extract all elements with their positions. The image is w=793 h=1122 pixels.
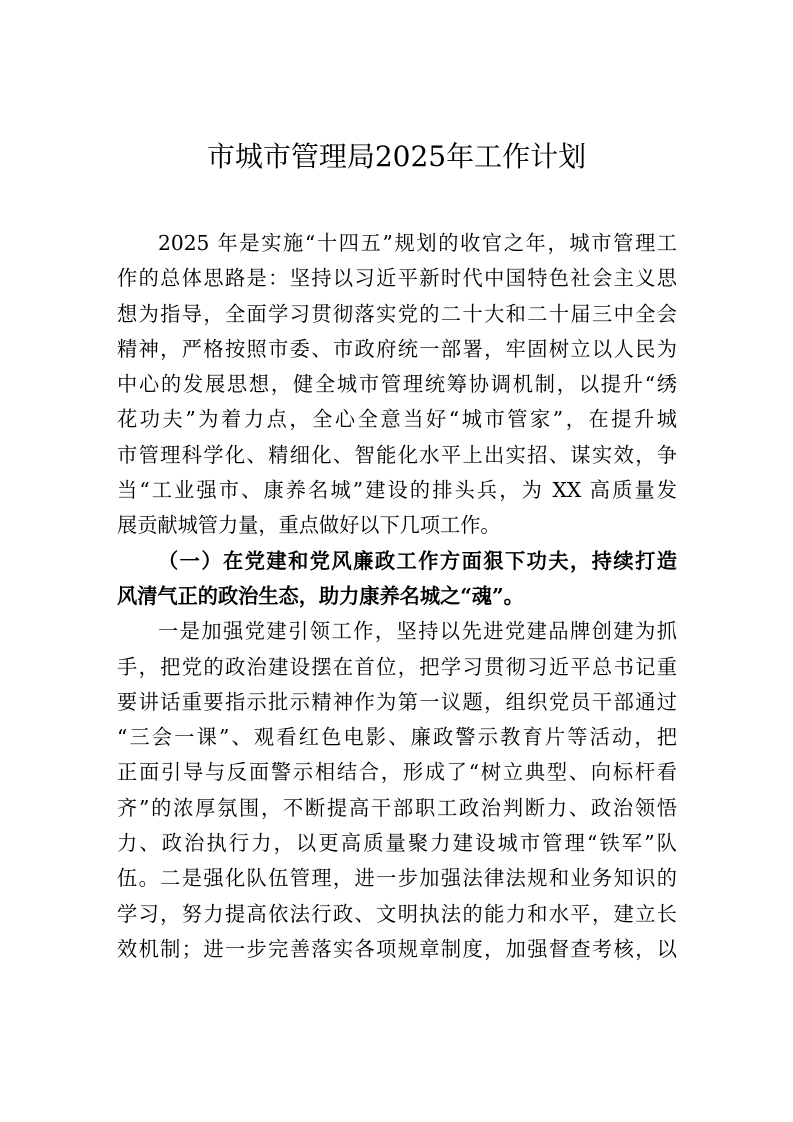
paragraph-1-line-4: 精神，严格按照市委、市政府统一部署，牢固树立以人民为 — [117, 336, 677, 361]
paragraph-1-line-6: 花功夫”为着力点，全心全意当好“城市管家”，在提升城 — [117, 407, 677, 432]
section-heading-line-2: 风清气正的政治生态，助力康养名城之“魂”。 — [117, 583, 524, 608]
paragraph-3-line-8: 伍。二是强化队伍管理，进一步加强法律法规和业务知识的 — [117, 866, 677, 891]
paragraph-3-line-9: 学习，努力提高依法行政、文明执法的能力和水平，建立长 — [117, 901, 677, 926]
paragraph-1-line-5: 中心的发展思想，健全城市管理统筹协调机制，以提升“绣 — [117, 372, 677, 397]
document-body — [117, 226, 677, 967]
paragraph-3-line-3: 要讲话重要指示批示精神作为第一议题，组织党员干部通过 — [117, 689, 677, 714]
paragraph-1-line-7: 市管理科学化、精细化、智能化水平上出实招、谋实效，争 — [117, 442, 677, 467]
paragraph-3-line-6: 齐”的浓厚氛围，不断提高干部职工政治判断力、政治领悟 — [117, 795, 677, 820]
paragraph-1-line-8: 当“工业强市、康养名城”建设的排头兵，为 XX 高质量发 — [117, 478, 677, 503]
section-heading-line-1: （一）在党建和党风廉政工作方面狠下功夫，持续打造 — [158, 548, 677, 573]
paragraph-1-line-9: 展贡献城管力量，重点做好以下几项工作。 — [117, 513, 501, 538]
paragraph-1-line-1: 2025 年是实施“十四五”规划的收官之年，城市管理工 — [158, 231, 677, 255]
paragraph-3-line-10: 效机制；进一步完善落实各项规章制度，加强督查考核，以 — [117, 936, 677, 961]
paragraph-3-line-1: 一是加强党建引领工作，坚持以先进党建品牌创建为抓 — [158, 619, 677, 644]
paragraph-3-line-4: “三会一课”、观看红色电影、廉政警示教育片等活动，把 — [117, 725, 677, 750]
paragraph-1-line-2: 作的总体思路是：坚持以习近平新时代中国特色社会主义思 — [117, 266, 677, 291]
paragraph-3-line-5: 正面引导与反面警示相结合，形成了“树立典型、向标杆看 — [117, 760, 677, 785]
paragraph-1-line-3: 想为指导，全面学习贯彻落实党的二十大和二十届三中全会 — [117, 301, 677, 326]
document-title: 市城市管理局2025年工作计划 — [206, 140, 587, 173]
paragraph-3-line-7: 力、政治执行力，以更高质量聚力建设城市管理“铁军”队 — [117, 831, 677, 856]
paragraph-3-line-2: 手，把党的政治建设摆在首位，把学习贯彻习近平总书记重 — [117, 654, 677, 679]
